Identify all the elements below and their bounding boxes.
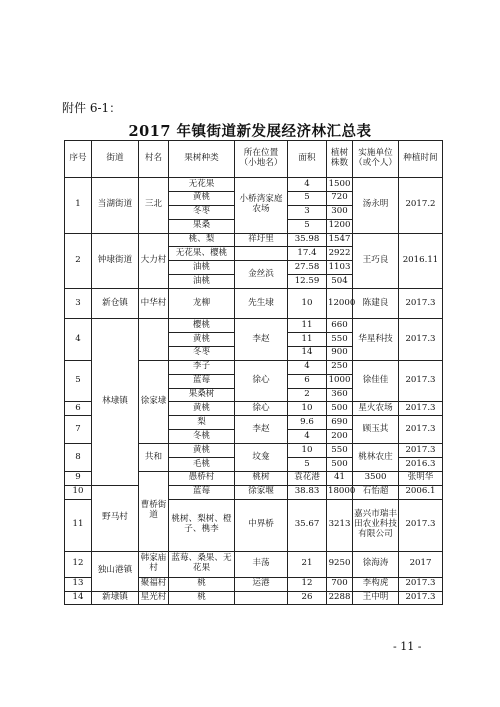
area-cell: 11 xyxy=(288,319,327,333)
unit-cell: 李构虎 xyxy=(353,577,399,591)
unit-cell: 张明华 xyxy=(399,471,443,485)
header-cell: 种植时间 xyxy=(399,141,443,178)
area-cell: 5 xyxy=(288,458,327,472)
count-cell: 3213 xyxy=(327,499,353,551)
row-number-cell: 10 xyxy=(65,485,92,499)
header-cell: 植树株数 xyxy=(327,141,353,178)
tree-kind-cell: 桃树、梨树、橙子、槜李 xyxy=(169,499,235,551)
tree-kind-cell: 冬桃 xyxy=(169,430,235,444)
street-cell: 钟埭街道 xyxy=(92,233,139,289)
unit-cell: 王中明 xyxy=(353,591,399,605)
count-cell: 300 xyxy=(327,205,353,219)
unit-cell: 嘉兴市瑞丰田农业科技有限公司 xyxy=(353,499,399,551)
header-cell: 街道 xyxy=(92,141,139,178)
count-cell: 12000 xyxy=(327,289,353,319)
table-row xyxy=(65,551,443,577)
table-row xyxy=(65,485,443,499)
tree-kind-cell: 黄桃 xyxy=(169,333,235,347)
village-cell: 徐家埭 xyxy=(139,360,169,443)
village-cell: 愚桥村 xyxy=(169,471,235,485)
unit-cell: 石怡超 xyxy=(353,485,399,499)
unit-cell: 徐佳佳 xyxy=(353,360,399,402)
summary-table xyxy=(64,140,443,605)
count-cell: 1547 xyxy=(327,233,353,247)
area-cell: 11 xyxy=(288,333,327,347)
tree-kind-cell: 黄桃 xyxy=(169,402,235,416)
location-cell: 李赵 xyxy=(235,319,288,361)
area-cell: 12 xyxy=(288,577,327,591)
street-cell: 曹桥街道 xyxy=(139,471,169,551)
count-cell: 690 xyxy=(327,416,353,430)
time-cell: 2016.3 xyxy=(399,458,443,472)
row-number-cell: 13 xyxy=(65,577,92,591)
tree-kind-cell: 龙柳 xyxy=(169,289,235,319)
page-number: - 11 - xyxy=(393,640,422,653)
tree-kind-cell: 桃树 xyxy=(235,471,288,485)
page-title: 2017 年镇街道新发展经济林汇总表 xyxy=(128,123,372,140)
row-number-cell: 11 xyxy=(65,499,92,551)
row-number-cell: 4 xyxy=(65,319,92,361)
unit-cell: 桃林农庄 xyxy=(353,444,399,472)
village-cell: 中华村 xyxy=(139,289,169,319)
area-cell: 4 xyxy=(288,360,327,374)
street-cell: 林埭镇 xyxy=(92,319,139,486)
unit-cell: 陈建良 xyxy=(353,289,399,319)
location-cell xyxy=(235,591,288,605)
count-cell: 500 xyxy=(327,402,353,416)
tree-kind-cell: 果桑 xyxy=(169,219,235,233)
tree-kind-cell: 无花果 xyxy=(169,178,235,192)
count-cell: 1103 xyxy=(327,261,353,275)
tree-kind-cell: 果桑树 xyxy=(169,388,235,402)
tree-kind-cell: 桃 xyxy=(169,577,235,591)
row-number-cell: 8 xyxy=(65,444,92,472)
table-row xyxy=(65,289,443,319)
area-cell: 10 xyxy=(288,444,327,458)
village-cell: 聚福村 xyxy=(139,577,169,591)
count-cell: 250 xyxy=(327,360,353,374)
time-cell: 2016.11 xyxy=(399,233,443,289)
tree-kind-cell: 蓝莓 xyxy=(169,374,235,388)
tree-kind-cell: 冬枣 xyxy=(169,205,235,219)
village-cell: 三北 xyxy=(139,178,169,234)
area-cell: 9.6 xyxy=(288,416,327,430)
area-cell: 5 xyxy=(288,191,327,205)
location-cell: 李赵 xyxy=(235,416,288,444)
area-cell: 17.4 xyxy=(288,247,327,261)
area-cell: 5 xyxy=(288,219,327,233)
village-cell: 大力村 xyxy=(139,233,169,289)
time-cell: 2017.3 xyxy=(399,402,443,416)
time-cell: 2017 xyxy=(399,551,443,577)
area-cell: 35.67 xyxy=(288,499,327,551)
unit-cell: 汤永明 xyxy=(353,178,399,234)
count-cell: 2922 xyxy=(327,247,353,261)
area-cell: 2 xyxy=(288,388,327,402)
count-cell: 550 xyxy=(327,444,353,458)
table-row xyxy=(65,233,443,247)
location-cell: 运港 xyxy=(235,577,288,591)
area-cell: 12.59 xyxy=(288,275,327,289)
tree-kind-cell: 冬枣 xyxy=(169,346,235,360)
tree-kind-cell: 梨 xyxy=(169,416,235,430)
unit-cell: 王巧良 xyxy=(353,233,399,289)
header-cell: 实施单位（或个人） xyxy=(353,141,399,178)
header-cell: 果树种类 xyxy=(169,141,235,178)
count-cell: 360 xyxy=(327,388,353,402)
village-cell: 共和 xyxy=(139,444,169,472)
table-row xyxy=(65,319,443,333)
count-cell: 18000 xyxy=(327,485,353,499)
area-cell: 3 xyxy=(288,205,327,219)
village-cell xyxy=(139,319,169,361)
time-cell: 2017.3 xyxy=(399,319,443,361)
tree-kind-cell: 无花果、樱桃 xyxy=(169,247,235,261)
location-cell xyxy=(235,247,288,261)
location-cell: 先生埭 xyxy=(235,289,288,319)
table-header-row xyxy=(65,141,443,178)
location-cell: 坟龛 xyxy=(235,444,288,472)
area-cell: 35.98 xyxy=(288,233,327,247)
time-cell: 2017.3 xyxy=(399,360,443,402)
location-cell: 小桥湾家庭农场 xyxy=(235,178,288,234)
unit-cell: 华星科技 xyxy=(353,319,399,361)
count-cell: 900 xyxy=(327,346,353,360)
tree-kind-cell: 油桃 xyxy=(169,261,235,275)
count-cell: 660 xyxy=(327,319,353,333)
count-cell: 1000 xyxy=(327,374,353,388)
tree-kind-cell: 蓝莓 xyxy=(169,485,235,499)
header-cell: 面积 xyxy=(288,141,327,178)
header-cell: 所在位置（小地名） xyxy=(235,141,288,178)
header-cell: 序号 xyxy=(65,141,92,178)
count-cell: 720 xyxy=(327,191,353,205)
attachment-label: 附件 6-1： xyxy=(62,101,122,115)
row-number-cell: 1 xyxy=(65,178,92,234)
area-cell: 14 xyxy=(288,346,327,360)
row-number-cell: 7 xyxy=(65,416,92,444)
count-cell: 2288 xyxy=(327,591,353,605)
unit-cell: 徐海涛 xyxy=(353,551,399,577)
row-number-cell: 3 xyxy=(65,289,92,319)
location-cell: 徐心 xyxy=(235,402,288,416)
area-cell: 6 xyxy=(288,374,327,388)
tree-kind-cell: 桃、梨 xyxy=(169,233,235,247)
count-cell: 3500 xyxy=(353,471,399,485)
count-cell: 700 xyxy=(327,577,353,591)
location-cell: 祥圩里 xyxy=(235,233,288,247)
count-cell: 550 xyxy=(327,333,353,347)
row-number-cell: 2 xyxy=(65,233,92,289)
time-cell: 2017.3 xyxy=(399,416,443,444)
tree-kind-cell: 蓝莓、桑果、无花果 xyxy=(169,551,235,577)
tree-kind-cell: 黄桃 xyxy=(169,191,235,205)
tree-kind-cell: 桃 xyxy=(169,591,235,605)
row-number-cell: 14 xyxy=(65,591,92,605)
street-cell: 新埭镇 xyxy=(92,591,139,605)
location-cell: 袁花港 xyxy=(288,471,327,485)
location-cell: 徐家堰 xyxy=(235,485,288,499)
tree-kind-cell: 黄桃 xyxy=(169,444,235,458)
location-cell: 中界桥 xyxy=(235,499,288,551)
street-cell: 新仓镇 xyxy=(92,289,139,319)
area-cell: 4 xyxy=(288,178,327,192)
tree-kind-cell: 油桃 xyxy=(169,275,235,289)
street-cell: 当湖街道 xyxy=(92,178,139,234)
area-cell: 10 xyxy=(288,289,327,319)
area-cell: 26 xyxy=(288,591,327,605)
row-number-cell: 5 xyxy=(65,360,92,402)
area-cell: 38.83 xyxy=(288,485,327,499)
area-cell: 27.58 xyxy=(288,261,327,275)
count-cell: 1500 xyxy=(327,178,353,192)
street-cell: 独山港镇 xyxy=(92,551,139,591)
area-cell: 10 xyxy=(288,402,327,416)
row-number-cell: 6 xyxy=(65,402,92,416)
count-cell: 500 xyxy=(327,458,353,472)
header-cell: 村名 xyxy=(139,141,169,178)
tree-kind-cell: 樱桃 xyxy=(169,319,235,333)
time-cell: 2017.3 xyxy=(399,289,443,319)
area-cell: 41 xyxy=(327,471,353,485)
tree-kind-cell: 毛桃 xyxy=(169,458,235,472)
time-cell: 2017.3 xyxy=(399,591,443,605)
count-cell: 9250 xyxy=(327,551,353,577)
village-cell: 韩家庙村 xyxy=(139,551,169,577)
table-row xyxy=(65,591,443,605)
count-cell: 1200 xyxy=(327,219,353,233)
unit-cell: 星火农场 xyxy=(353,402,399,416)
time-cell: 2017.3 xyxy=(399,499,443,551)
location-cell: 徐心 xyxy=(235,360,288,402)
unit-cell: 顾玉其 xyxy=(353,416,399,444)
table-row xyxy=(65,178,443,192)
area-cell: 21 xyxy=(288,551,327,577)
time-cell: 2017.2 xyxy=(399,178,443,234)
time-cell: 2017.3 xyxy=(399,444,443,458)
location-cell: 丰荡 xyxy=(235,551,288,577)
tree-kind-cell: 李子 xyxy=(169,360,235,374)
location-cell: 金丝浜 xyxy=(235,261,288,289)
village-cell: 星光村 xyxy=(139,591,169,605)
village-cell: 野马村 xyxy=(92,485,139,551)
row-number-cell: 9 xyxy=(65,471,92,485)
count-cell: 504 xyxy=(327,275,353,289)
count-cell: 200 xyxy=(327,430,353,444)
area-cell: 4 xyxy=(288,430,327,444)
row-number-cell: 12 xyxy=(65,551,92,577)
time-cell: 2006.1 xyxy=(399,485,443,499)
time-cell: 2017.3 xyxy=(399,577,443,591)
